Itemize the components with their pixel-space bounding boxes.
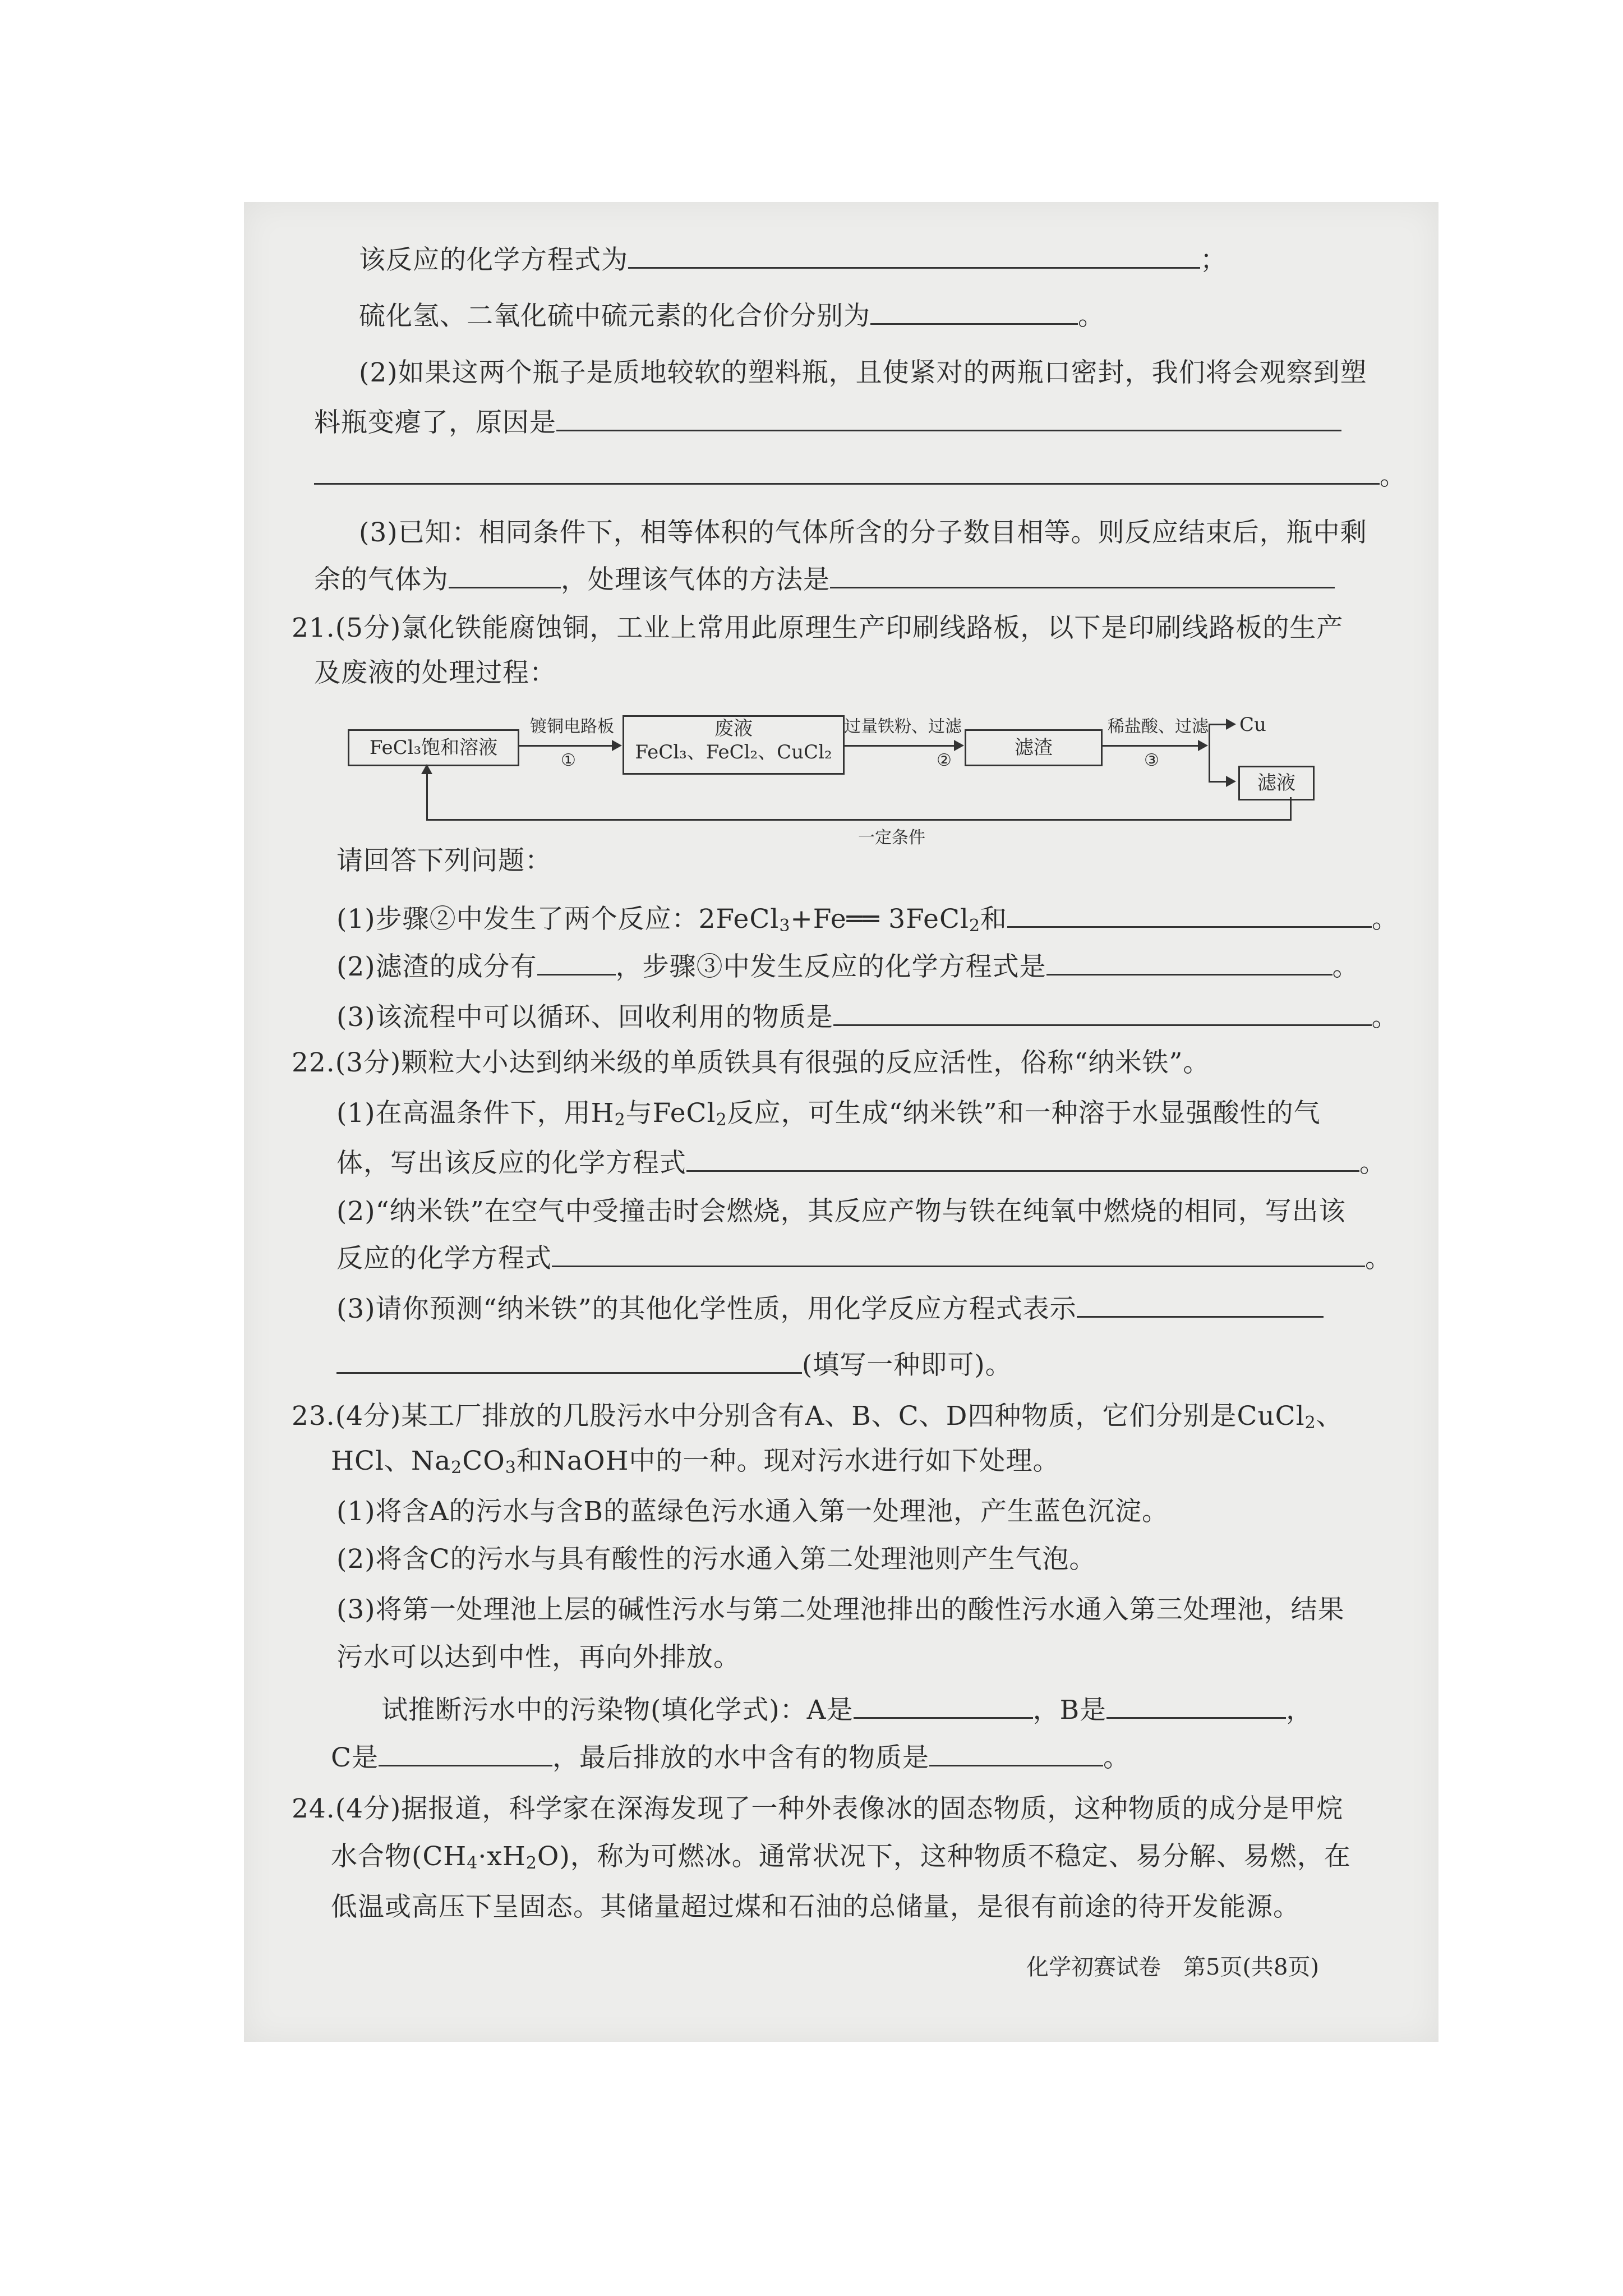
q22-part3-cont: (填写一种即可)。 — [336, 1346, 1012, 1382]
q21-questions-intro: 请回答下列问题： — [336, 845, 552, 876]
answer-blank[interactable] — [833, 999, 1372, 1026]
answer-blank[interactable] — [552, 1240, 1365, 1267]
q21-part3: (3)该流程中可以循环、回收利用的物质是 。 — [336, 999, 1399, 1034]
pcb-flow-diagram — [314, 712, 1430, 848]
return-arrowhead — [421, 764, 432, 774]
q23-step2: (2)将含C的污水与具有酸性的污水通入第二处理池则产生气泡。 — [336, 1544, 1096, 1575]
copper-output: Cu — [1239, 714, 1266, 736]
answer-b-blank[interactable] — [1106, 1691, 1286, 1719]
answer-a-blank[interactable] — [854, 1691, 1033, 1719]
answer-blank[interactable] — [1046, 948, 1332, 976]
q20-valence-line: 硫化氢、二氧化硫中硫元素的化合价分别为 。 — [359, 297, 1105, 333]
q21-stem: 21.(5分)氯化铁能腐蚀铜，工业上常用此原理生产印刷线路板，以下是印刷线路板的生产 — [292, 613, 1344, 643]
filtrate-box: 滤液 — [1238, 766, 1315, 800]
q22-stem: 22.(3分)颗粒大小达到纳米级的单质铁具有很强的反应活性，俗称“纳米铁”。 — [292, 1047, 1210, 1078]
return-line-down — [1290, 797, 1292, 820]
q21-stem-cont: 及废液的处理过程： — [314, 657, 556, 688]
arrow3-label: 稀盐酸、过滤 — [1108, 717, 1209, 737]
arrow3 — [1102, 745, 1206, 747]
q20-part3-line: (3)已知：相同条件下，相等体积的气体所含的分子数目相等。则反应结束后，瓶中剩 — [359, 517, 1367, 548]
q22-part2: (2)“纳米铁”在空气中受撞击时会燃烧，其反应产物与铁在纯氧中燃烧的相同，写出该 — [336, 1196, 1346, 1227]
answer-blank[interactable] — [870, 297, 1078, 325]
q24-stem-cont: 水合物$(CH_4\cdot xH_2O)$，称为可燃冰。通常状况下，这种物质不稳定、易分解、易燃，在 — [331, 1841, 1351, 1873]
q22-part1: (1)在高温条件下，用$H_2$与FeCl$_2$反应，可生成“纳米铁”和一种溶于水显强酸性的气 — [336, 1098, 1321, 1130]
q21-part2: (2)滤渣的成分有 ，步骤③中发生反应的化学方程式是 。 — [336, 948, 1359, 984]
split-line — [1209, 724, 1210, 783]
answer-blank[interactable] — [1007, 900, 1372, 928]
q24-stem-cont2: 低温或高压下呈固态。其储量超过煤和石油的总储量，是很有前途的待开发能源。 — [331, 1892, 1300, 1922]
answer-blank[interactable] — [556, 404, 1341, 431]
answer-blank[interactable] — [1077, 1290, 1324, 1318]
arrow-cu — [1209, 724, 1234, 725]
q23-inference-line2: C是 ，最后排放的水中含有的物质是 。 — [331, 1739, 1130, 1775]
return-line — [426, 819, 1292, 821]
q23-step3: (3)将第一处理池上层的碱性污水与第二处理池排出的酸性污水通入第三处理池，结果 — [336, 1594, 1345, 1625]
q23-inference-line: 试推断污水中的污染物(填化学式)：A是 ，B是 ， — [381, 1691, 1313, 1727]
fecl3-solution-box: FeCl₃饱和溶液 — [348, 729, 519, 766]
answer-blank[interactable] — [686, 1144, 1359, 1172]
answer-blank[interactable] — [449, 561, 561, 588]
return-label: 一定条件 — [858, 828, 925, 848]
q22-part2-cont: 反应的化学方程式 。 — [336, 1240, 1392, 1276]
q24-stem: 24.(4分)据报道，科学家在深海发现了一种外表像冰的固态物质，这种物质的成分是甲烷 — [292, 1793, 1344, 1824]
answer-blank[interactable] — [830, 561, 1335, 588]
step1-label: ① — [561, 751, 576, 770]
answer-blank[interactable] — [537, 948, 616, 976]
q20-remaining-gas-line: 余的气体为 ，处理该气体的方法是 — [314, 561, 1335, 597]
answer-blank[interactable] — [314, 457, 1380, 485]
q23-stem-cont: HCl、$Na_2CO_3$和NaOH中的一种。现对污水进行如下处理。 — [331, 1446, 1060, 1478]
q21-part1: (1)步骤②中发生了两个反应：2FeCl$_3$+Fe══ 3FeCl$_2$和 。 — [336, 900, 1399, 943]
q20-equation-line: 该反应的化学方程式为 ； — [359, 241, 1227, 277]
arrow1 — [519, 745, 620, 747]
step2-label: ② — [937, 751, 952, 770]
arrow2-label: 过量铁粉、过滤 — [844, 717, 962, 737]
return-line-up — [426, 771, 428, 821]
q20-reason-continuation: 。 — [314, 457, 1407, 493]
answer-water-blank[interactable] — [929, 1739, 1103, 1766]
step3-label: ③ — [1144, 751, 1159, 770]
arrow-filtrate — [1209, 781, 1234, 783]
answer-blank[interactable] — [336, 1346, 802, 1374]
q23-step3-cont: 污水可以达到中性，再向外排放。 — [336, 1642, 740, 1673]
q20-part2-line: (2)如果这两个瓶子是质地较软的塑料瓶，且使紧对的两瓶口密封，我们将会观察到塑 — [359, 357, 1367, 388]
q20-reason-line: 料瓶变瘪了，原因是 — [314, 404, 1341, 440]
residue-box: 滤渣 — [965, 729, 1103, 766]
page-footer: 化学初赛试卷 第5页(共8页) — [1026, 1954, 1320, 1980]
answer-blank[interactable] — [628, 241, 1200, 269]
waste-liquid-components: FeCl₃、FeCl₂、CuCl₂ — [635, 741, 832, 763]
q23-stem: 23.(4分)某工厂排放的几股污水中分别含有A、B、C、D四种物质，它们分别是CuCl$_2$、 — [292, 1401, 1343, 1433]
q23-step1: (1)将含A的污水与含B的蓝绿色污水通入第一处理池，产生蓝色沉淀。 — [336, 1496, 1169, 1527]
answer-c-blank[interactable] — [379, 1739, 552, 1766]
waste-liquid-title: 废液 — [714, 717, 753, 740]
q22-part1-cont: 体，写出该反应的化学方程式 。 — [336, 1144, 1386, 1180]
waste-liquid-box — [623, 715, 845, 775]
arrow2 — [844, 745, 962, 747]
q22-part3: (3)请你预测“纳米铁”的其他化学性质，用化学反应方程式表示 — [336, 1290, 1324, 1326]
arrow1-label: 镀铜电路板 — [530, 717, 614, 737]
